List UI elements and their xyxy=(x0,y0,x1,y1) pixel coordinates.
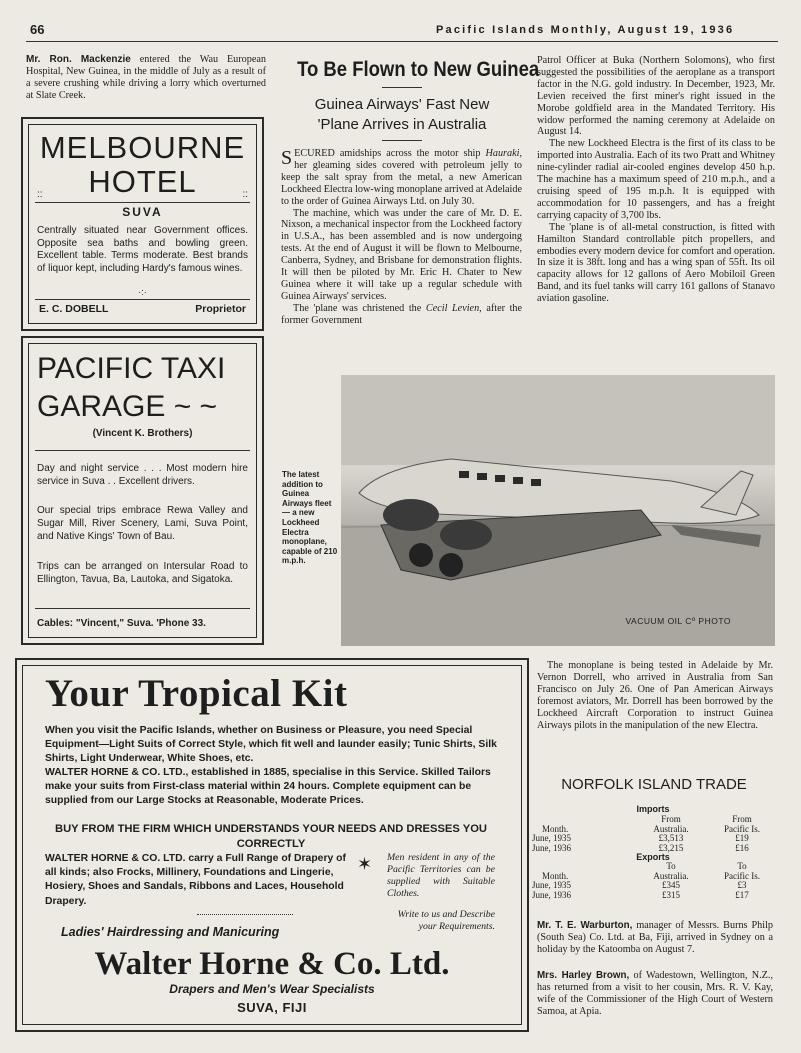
para1-part-b: her gleaming sides covered with petroleum jelly to keep the salt spray from the metal, a new American Lockheed Electra low-wing monoplane arrived at Adelaide to the order of Guinea Airways Ltd. on July 30. xyxy=(281,159,523,207)
exports-australia: £315 xyxy=(662,889,680,900)
header-rule xyxy=(26,41,778,42)
article-headline: To Be Flown to New Guinea xyxy=(297,57,540,81)
drop-cap: S xyxy=(281,147,293,169)
plane-name: Cecil Levien, xyxy=(425,302,482,314)
article-col1 xyxy=(281,148,522,327)
exports-month: June, 1935 xyxy=(532,880,571,890)
exports-australia: £345 xyxy=(662,880,680,890)
exports-pacific: £17 xyxy=(735,889,749,900)
subhead-rule xyxy=(382,140,422,141)
lockheed-electra-photo xyxy=(341,375,775,646)
article-para1 xyxy=(281,148,522,208)
warburton-text: manager of Messrs. Burns Philp (South Sea) Co. Ltd. at Ba, Fiji, arrived in Sydney on a holiday by the Katoomba on August 7. xyxy=(537,920,774,955)
article-para3 xyxy=(281,303,522,327)
taxi-rule xyxy=(35,450,250,451)
warburton-note xyxy=(537,920,773,956)
melbourne-hotel-ad xyxy=(21,117,264,331)
tk-side-note1: Men resident in any of the Pacific Territories can be supplied with Suitable Clothes. xyxy=(387,852,495,899)
article-para2: The machine, which was under the care of Mr. D. E. Nixson, a mechanical inspector from the Lockheed factory in U.S.A., has been assembled and is now undergoing tests. At the end of August it will be flown to Melbourne, Canberra, Sydney, and Brisbane for demonstration flights. It will then be piloted by Mr. Eric H. Chater to New Guinea where it will take up a regular schedule with Guinea Airways' services. xyxy=(281,207,522,302)
hotel-title-line1: MELBOURNE xyxy=(39,130,246,165)
imports-h-pac-a: From xyxy=(732,814,752,824)
exports-h-month-b: Month. xyxy=(542,870,569,881)
col2-para2: The new Lockheed Electra is the first of its class to be imported into Australia. Each of its two Pratt and Whitney nine-cylinder radial air-cooled engines develop 450 h.p. The machine has a maximum speed of 210 m.p.h., and a cruising speed of 195 m.p.h. It is equipped with accommodation for 10 passengers, and has a freight carrying capacity of 3,700 lbs. xyxy=(537,138,775,221)
photo-credit: VACUUM OIL Cº PHOTO xyxy=(625,616,731,626)
tk-headline: Your Tropical Kit xyxy=(45,672,348,715)
taxi-rule-bottom xyxy=(35,608,250,609)
tropical-kit-ad xyxy=(15,658,529,1032)
exports-h-pac-b: Pacific Is. xyxy=(724,870,760,881)
headline-rule xyxy=(382,87,422,88)
taxi-contact: Cables: "Vincent," Suva. 'Phone 33. xyxy=(37,618,206,629)
hotel-rule xyxy=(35,202,250,203)
exports-h-aus-a: To xyxy=(666,861,676,871)
exports-label: Exports xyxy=(636,852,670,862)
imports-pacific: £19 xyxy=(735,833,749,843)
tk-para3: WALTER HORNE & CO. LTD. carry a Full Range of Drapery of all kinds; also Frocks, Millinery, Foundations and Lingerie, Hosiery, Shoes and Sandals, Ribbons and Laces, Household Drapery. xyxy=(45,853,346,907)
norfolk-title: NORFOLK ISLAND TRADE xyxy=(561,776,747,793)
warburton-name: Mr. T. E. Warburton, xyxy=(537,920,633,931)
article-subhead-line1: Guinea Airways' Fast New xyxy=(314,96,490,113)
col2-para1: Patrol Officer at Buka (Northern Solomons), who first suggested the possibilities of the aeroplane as a transport factor in the N.G. gold industry. In December, 1923, Mr. Levien received the first miner's right issued in the Morobe goldfield area in the Mandated Territory. His widow performed the naming ceremony at Adelaide on August 14. xyxy=(537,55,775,138)
para3-part-b: after the former Government xyxy=(281,302,523,326)
imports-h-pac-b: Pacific Is. xyxy=(724,823,760,834)
imports-australia: £3,513 xyxy=(658,833,684,843)
tk-slogan: BUY FROM THE FIRM WHICH UNDERSTANDS YOUR NEEDS AND DRESSES YOU CORRECTLY xyxy=(55,823,487,850)
photo-caption: The latest addition to Guinea Airways fleet — a new Lockheed Electra monoplane, capable of 210 m.p.h. xyxy=(282,470,338,566)
mackenzie-name: Mr. Ron. Mackenzie xyxy=(26,54,131,65)
ornament-right: :: xyxy=(242,189,248,200)
tk-company: Walter Horne & Co. Ltd. xyxy=(94,946,450,982)
imports-pacific: £16 xyxy=(735,842,749,853)
article-subhead-line2: 'Plane Arrives in Australia xyxy=(317,116,487,133)
hotel-title-line2: HOTEL xyxy=(88,164,197,199)
imports-h-month-b: Month. xyxy=(542,823,569,834)
hotel-location: SUVA xyxy=(122,205,163,219)
lead-word: ECURED xyxy=(294,148,335,159)
imports-label: Imports xyxy=(636,804,670,814)
ornament-left: :: xyxy=(37,189,43,200)
tk-dotted-rule xyxy=(197,914,293,915)
taxi-para1: Day and night service . . . Most modern hire service in Suva . . Excellent drivers. xyxy=(37,463,248,488)
taxi-title-line2: GARAGE ~ ~ xyxy=(37,390,218,423)
tk-para1: When you visit the Pacific Islands, whether on Business or Pleasure, you need Special Equipment—Light Suits of Correct Style, which fit well and launder easily; Tunic Shirts, Silk Shirts, Light Underwear, White Shoes, etc. xyxy=(45,725,497,765)
hotel-body: Centrally situated near Government offices. Opposite sea baths and bowling green. Excellent table. Terms moderate. Best brands of liquor kept, including Hardy's famous wines. xyxy=(37,225,248,274)
taxi-owners: (Vincent K. Brothers) xyxy=(92,428,193,439)
taxi-title-line1: PACIFIC TAXI xyxy=(37,352,226,385)
imports-h-aus-a: From xyxy=(661,814,681,824)
imports-table xyxy=(530,815,776,853)
tk-side-note2: Write to us and Describe your Requirements. xyxy=(397,909,495,932)
mackenzie-note xyxy=(26,54,266,102)
tk-location: SUVA, FIJI xyxy=(237,1000,307,1015)
brown-text: of Wadestown, Wellington, N.Z., has returned from a visit to her cousin, Mrs. R. V. Kay, wife of the Commissioner of the High Court of Western Samoa, at Apia. xyxy=(537,970,773,1017)
ad-inner-border xyxy=(28,343,257,638)
star-icon: ✶ xyxy=(357,854,373,874)
mackenzie-text: entered the Wau European Hospital, New Guinea, in the middle of July as a result of a severe crushing while driving a lorry which overturned at Slate Creek. xyxy=(26,54,266,101)
imports-h-aus-b: Australia. xyxy=(653,823,689,834)
article-col2 xyxy=(537,55,775,305)
article-continuation: The monoplane is being tested in Adelaide by Mr. Vernon Dorrell, who arrived in Australia from San Francisco on July 26. One of Pan American Airways foremost aviators, Mr. Dorrell has been borrowed by the Lockheed Aircraft Corporation to instruct Guinea Airways pilots in the manipulation of the new Electra. xyxy=(537,660,773,731)
tk-ladies-line: Ladies' Hairdressing and Manicuring xyxy=(61,925,280,939)
airplane-illustration xyxy=(341,375,775,646)
hotel-owner: E. C. DOBELL xyxy=(39,303,109,315)
exports-pacific: £3 xyxy=(737,880,747,890)
ship-name: Hauraki, xyxy=(485,148,523,159)
running-title: Pacific Islands Monthly, August 19, 1936 xyxy=(436,24,735,36)
exports-table xyxy=(530,862,776,900)
imports-month: June, 1935 xyxy=(532,833,571,843)
taxi-para3: Trips can be arranged on Intersular Road to Ellington, Tavua, Ba, Lautoka, and Sigatoka. xyxy=(37,561,248,586)
taxi-garage-ad xyxy=(21,336,264,645)
brown-note xyxy=(537,970,773,1018)
table-row xyxy=(530,891,776,901)
exports-h-aus-b: Australia. xyxy=(653,870,689,881)
hotel-owner-role: Proprietor xyxy=(195,303,246,315)
tk-tagline: Drapers and Men's Wear Specialists xyxy=(169,982,375,996)
imports-australia: £3,215 xyxy=(658,842,684,853)
tk-para2: WALTER HORNE & CO. LTD., established in 1885, specialise in this Service. Skilled Tailors make your suits from First-class material within 24 hours. Complete equipment can be supplied from our Large Stocks at Reasonable, Moderate Prices. xyxy=(45,767,491,807)
col2-para3: The 'plane is of all-metal construction, is fitted with Hamilton Standard controllable pitch propellers, and embodies every modern device for comfort and operation. In size it is 38ft. long and has a wing span of 55ft. Its oil capacity allows for 12 gallons of Aero Mobiloil Green Band, and its fuel tanks will carry 161 gallons of Stanavo aviation gasoline. xyxy=(537,221,775,305)
taxi-para2: Our special trips embrace Rewa Valley and Sugar Mill, River Scenery, Lami, Suva Point, and Native Kings' Town of Bau. xyxy=(37,505,248,543)
page-number: 66 xyxy=(30,22,45,37)
exports-h-pac-a: To xyxy=(737,861,747,871)
ornament-center: ·:· xyxy=(138,287,147,297)
para3-part-a: The 'plane was christened the xyxy=(293,302,422,314)
hotel-rule-bottom xyxy=(35,299,250,300)
brown-name: Mrs. Harley Brown, xyxy=(537,970,630,981)
exports-month: June, 1936 xyxy=(532,889,571,900)
para1-part-a: amidships across the motor ship xyxy=(339,148,481,159)
imports-month: June, 1936 xyxy=(532,842,571,853)
